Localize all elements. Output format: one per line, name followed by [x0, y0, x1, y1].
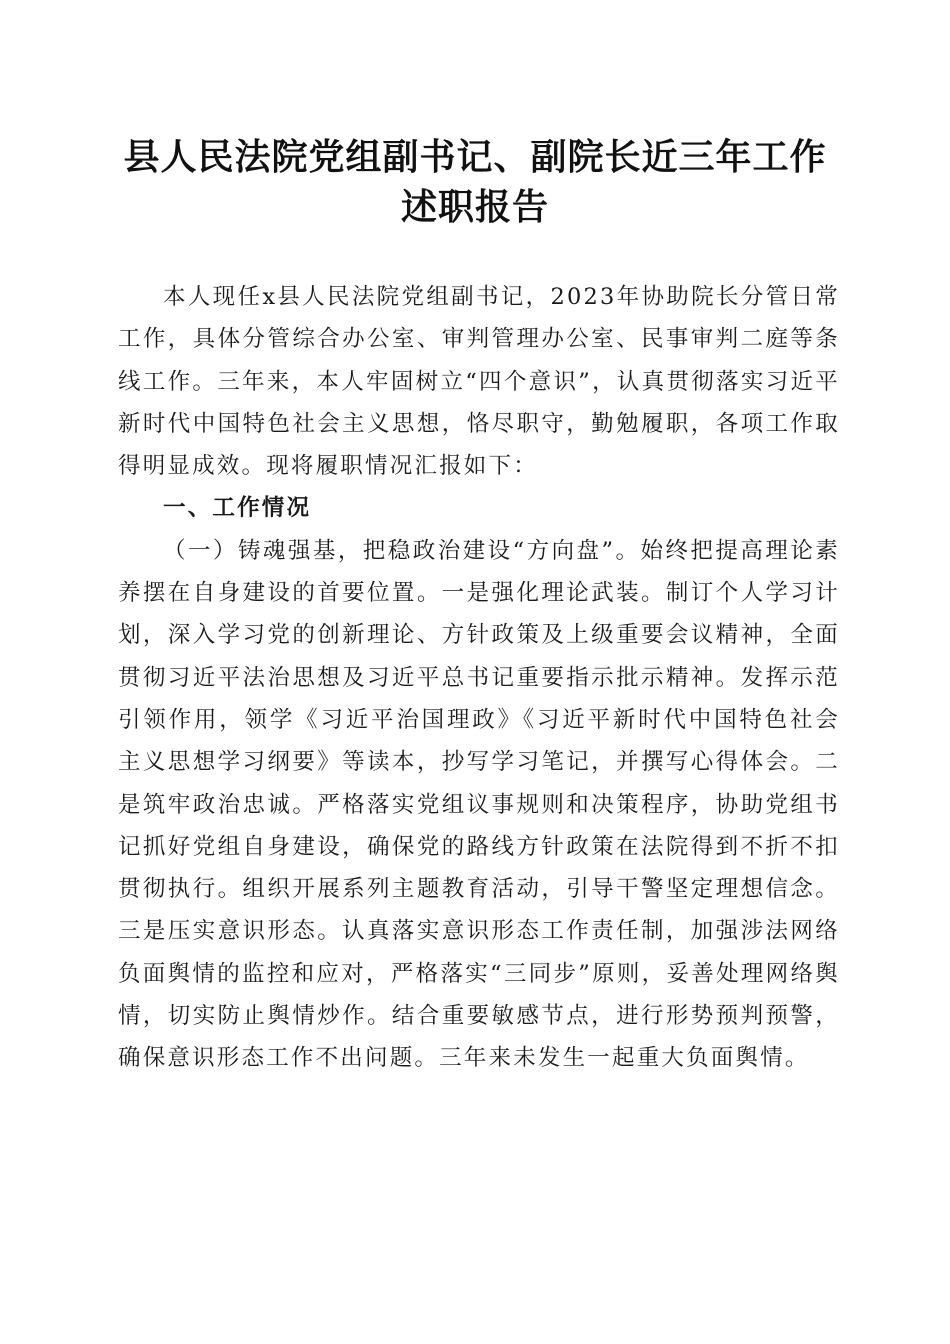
section-paragraph: （一）铸魂强基，把稳政治建设“方向盘”。始终把提高理论素养摆在自身建设的首要位置。一是强化理论武装。制订个人学习计划，深入学习党的创新理论、方针政策及上级重要会议精神，全面贯彻习近平法治思想及习近平总书记重要指示批示精神。发挥示范引领作用，领学《习近平治国理政》《习近平新时代中国特色社会主义思想学习纲要》等读本，抄写学习笔记，并撰写心得体会。二是筑牢政治忠诚。严格落实党组议事规则和决策程序，协助党组书记抓好党组自身建设，确保党的路线方针政策在法院得到不折不扣贯彻执行。组织开展系列主题教育活动，引导干警坚定理想信念。三是压实意识形态。认真落实意识形态工作责任制，加强涉法网络负面舆情的监控和应对，严格落实“三同步”原则，妥善处理网络舆情，切实防止舆情炒作。结合重要敏感节点，进行形势预判预警，确保意识形态工作不出问题。三年来未发生一起重大负面舆情。: [118, 537, 840, 1072]
section-heading: 一、工作情况: [163, 495, 312, 522]
intro-paragraph: 本人现任x县人民法院党组副书记，2023年协助院长分管日常工作，具体分管综合办公室、审判管理办公室、民事审判二庭等条线工作。三年来，本人牢固树立“四个意识”，认真贯彻落实习近平新时代中国特色社会主义思想，恪尽职守，勤勉履职，各项工作取得明显成效。现将履职情况汇报如下：: [118, 284, 840, 480]
document-title: 县人民法院党组副书记、副院长近三年工作述职报告: [123, 136, 827, 228]
document-body: [118, 276, 840, 1080]
